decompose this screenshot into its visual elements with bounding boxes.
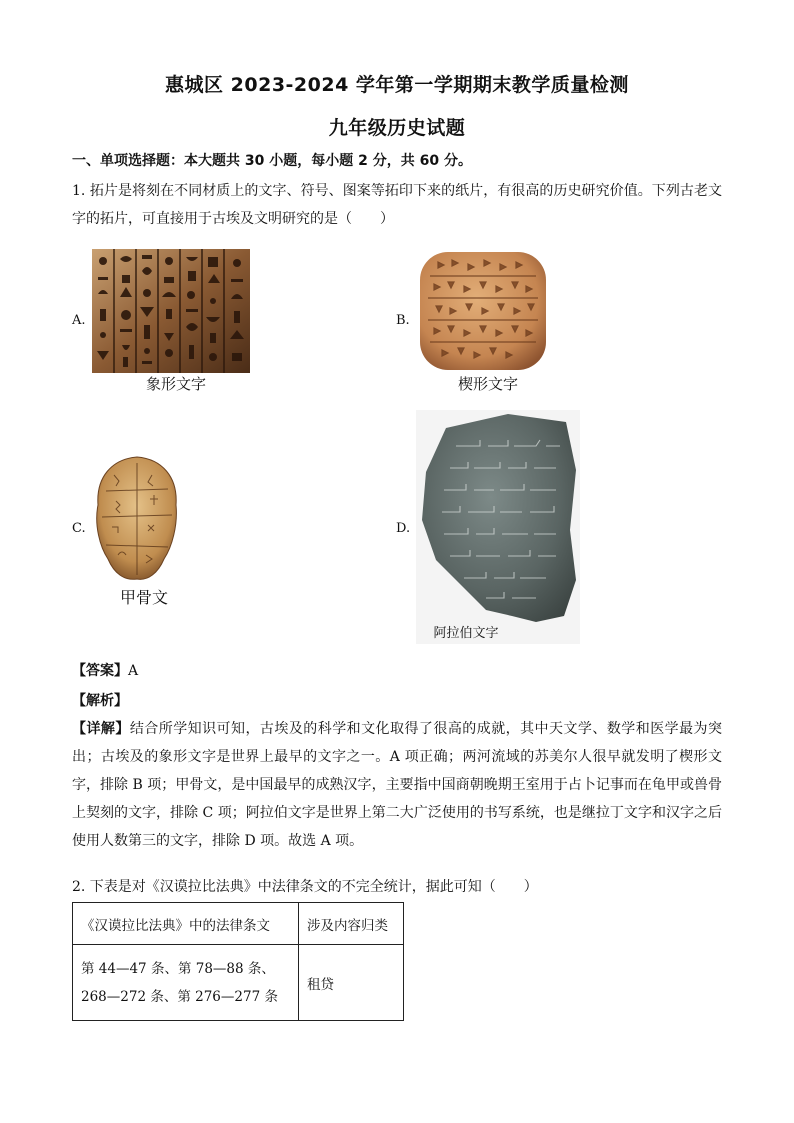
articles-line-2: 268—272 条、第 276—277 条 — [81, 988, 278, 1005]
table-header-articles: 《汉谟拉比法典》中的法律条文 — [73, 903, 299, 945]
answer-line — [72, 660, 138, 680]
option-d-letter: D. — [396, 521, 411, 536]
table-header-row — [73, 903, 404, 945]
law-table — [72, 902, 404, 1021]
option-a-caption: 象形文字 — [145, 375, 206, 393]
section-heading: 一、单项选择题：本大题共 30 小题，每小题 2 分，共 60 分。 — [72, 153, 472, 169]
detail-text: 结合所学知识可知，古埃及的科学和文化取得了很高的成就，其中天文学、数学和医学最为突出；古埃及的象形文字是世界上最早的文字之一。A 项正确；两河流域的苏美尔人很早就发明了楔形文字，排除 B 项；甲骨文，是中国最早的成熟汉字，主要指中国商朝晚期王室用于占卜记事而在龟甲或兽骨上契刻的文字，排除 C 项；阿拉伯文字是世界上第二大广泛使用的书写系统，也是继拉丁文字和汉字之后使用人数第三的文字，排除 D 项。故选 A 项。 — [72, 721, 723, 849]
cuneiform-tablet-icon — [418, 250, 548, 372]
exam-subtitle: 九年级历史试题 — [328, 117, 466, 139]
detail-label: 【详解】 — [72, 721, 130, 737]
analysis-label: 【解析】 — [72, 693, 128, 709]
table-cell-articles — [73, 945, 299, 1021]
option-a-letter: A. — [72, 313, 86, 328]
answer-value: A — [128, 663, 139, 679]
table-cell-category: 租贷 — [299, 945, 404, 1021]
oracle-bone-icon — [92, 455, 182, 583]
arabic-stone-rubbing-icon — [416, 410, 580, 644]
articles-line-1: 第 44—47 条、第 78—88 条、 — [81, 960, 275, 977]
option-b-caption: 楔形文字 — [457, 375, 518, 393]
option-c-letter: C. — [72, 521, 86, 536]
table-row — [73, 945, 404, 1021]
option-d-caption: 阿拉伯文字 — [433, 626, 499, 641]
analysis-line — [72, 690, 128, 710]
option-c-caption: 甲骨文 — [119, 588, 168, 607]
question-1-stem: 1. 拓片是将刻在不同材质上的文字、符号、图案等拓印下来的纸片，有很高的历史研究价值。下列古老文字的拓片，可直接用于古埃及文明研究的是（ ） — [72, 183, 722, 227]
hieroglyph-rubbing-icon — [92, 249, 250, 373]
answer-label: 【答案】 — [72, 663, 128, 679]
question-2-stem: 2. 下表是对《汉谟拉比法典》中法律条文的不完全统计，据此可知（ ） — [72, 879, 538, 895]
exam-title: 惠城区 2023-2024 学年第一学期期末教学质量检测 — [165, 74, 629, 96]
table-header-category: 涉及内容归类 — [299, 903, 404, 945]
detail-paragraph — [72, 715, 722, 855]
option-b-letter: B. — [396, 313, 410, 328]
